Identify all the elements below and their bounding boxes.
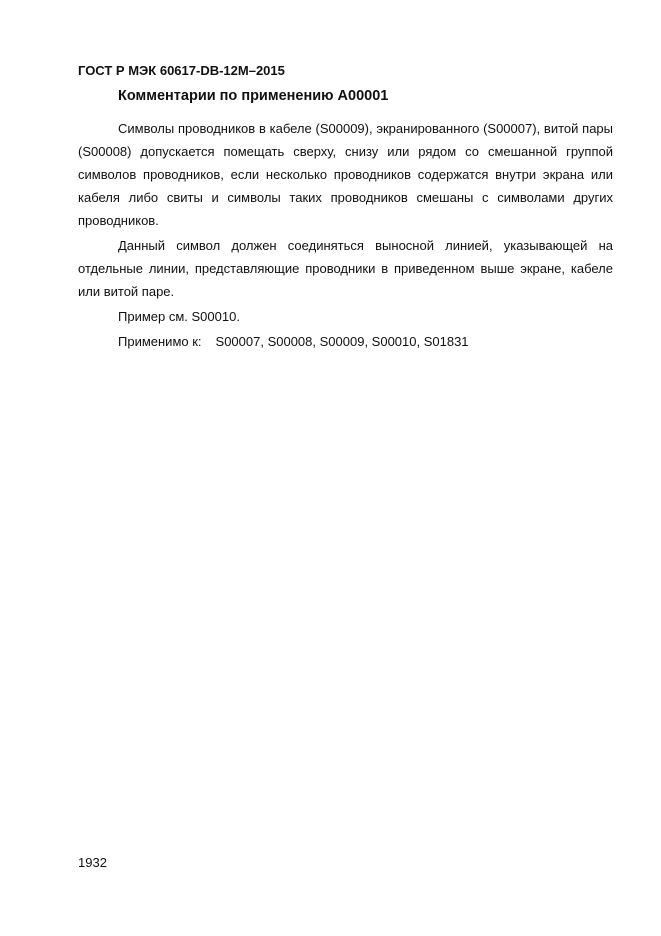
applicable-to (78, 330, 613, 353)
applicable-refs: S00007, S00008, S00009, S00010, S01831 (215, 334, 469, 349)
paragraph-conductor-symbols: Символы проводников в кабеле (S00009), экранированного (S00007), витой пары (S00008) допускается помещать сверху, снизу или рядом со смешанной группой символов проводников, если несколько проводников содержатся внутри экрана или кабеля либо свиты и символы таких проводников смешаны с символами других проводников. (78, 121, 613, 228)
example-reference: Пример см. S00010. (118, 309, 240, 324)
applicable-label: Применимо к: (118, 334, 202, 349)
page-number: 1932 (78, 855, 107, 870)
paragraph-leader-line: Данный символ должен соединяться выносной линией, указывающей на отдельные линии, представляющие проводники в приведенном выше экране, кабеле или витой паре. (78, 238, 613, 299)
section-title: Комментарии по применению А00001 (118, 88, 389, 104)
standard-header: ГОСТ Р МЭК 60617-DB-12M–2015 (78, 63, 285, 78)
document-body (78, 117, 613, 353)
